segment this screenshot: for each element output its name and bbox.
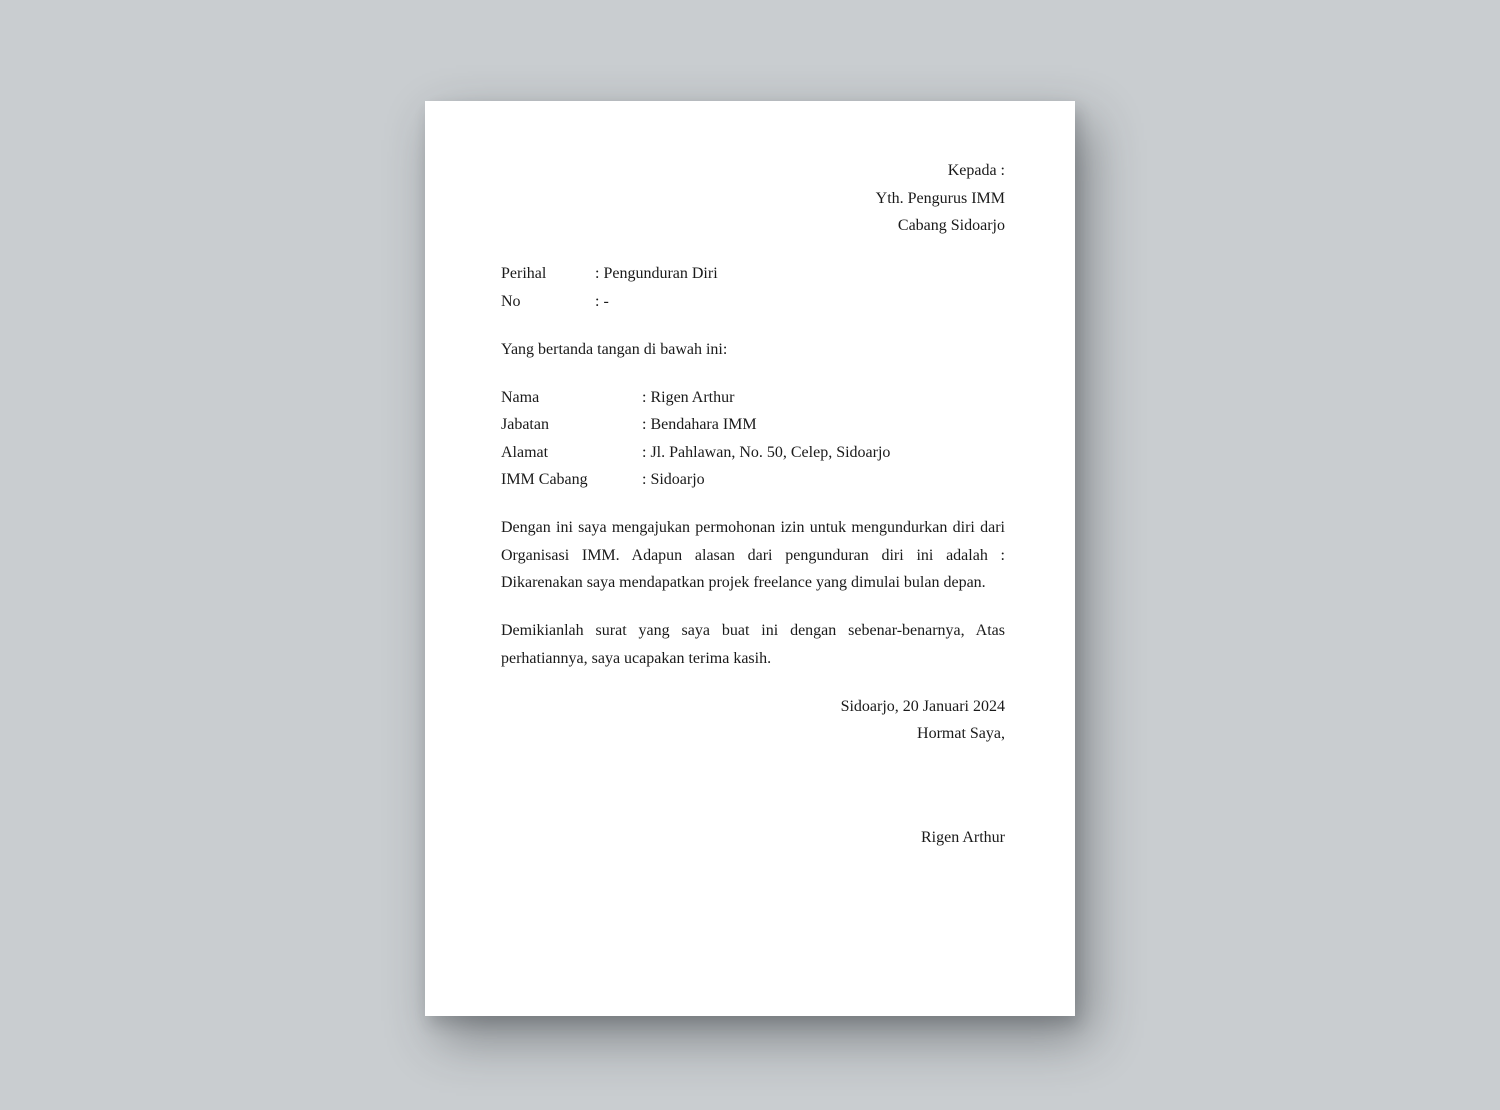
letter-page (425, 101, 1075, 1016)
meta-value: : - (595, 292, 609, 310)
identity-value: : Bendahara IMM (642, 416, 757, 433)
signatory-name: Rigen Arthur (921, 828, 1005, 846)
meta-label: Perihal (501, 265, 547, 282)
identity-label: Nama (501, 388, 540, 406)
identity-value: : Rigen Arthur (642, 388, 735, 406)
recipient-block (501, 157, 1005, 240)
recipient-line-2: Yth. Pengurus IMM (875, 189, 1005, 207)
identity-row-alamat (501, 439, 1005, 467)
salutation: Hormat Saya, (917, 725, 1005, 742)
meta-row-no (501, 288, 1005, 316)
intro-text: Yang bertanda tangan di bawah ini: (501, 340, 728, 358)
signature-block (501, 693, 1005, 852)
identity-value: : Sidoarjo (642, 471, 705, 488)
place-date: Sidoarjo, 20 Januari 2024 (840, 697, 1005, 715)
recipient-line-1: Kepada : (947, 162, 1005, 179)
meta-block (501, 260, 1005, 315)
identity-label: Alamat (501, 443, 549, 461)
meta-row-perihal (501, 260, 1005, 288)
identity-block (501, 384, 1005, 494)
meta-value: : Pengunduran Diri (595, 265, 718, 282)
recipient-line-3: Cabang Sidoarjo (897, 217, 1005, 234)
letter-content (501, 157, 1005, 851)
identity-value: : Jl. Pahlawan, No. 50, Celep, Sidoarjo (642, 443, 891, 461)
closing-paragraph: Demikianlah surat yang saya buat ini dengan sebenar-benarnya, Atas perhatiannya, saya ucapakan terima kasih. (501, 622, 1005, 667)
meta-label: No (501, 292, 521, 310)
identity-row-jabatan (501, 411, 1005, 439)
identity-row-nama (501, 384, 1005, 412)
identity-label: Jabatan (501, 416, 549, 433)
identity-row-cabang (501, 466, 1005, 494)
body-paragraph: Dengan ini saya mengajukan permohonan izin untuk mengundurkan diri dari Organisasi IMM. Adapun alasan dari pengunduran diri ini adalah : Dikarenakan saya mendapatkan projek freelance yang dimulai bulan depan. (501, 519, 1005, 591)
identity-label: IMM Cabang (501, 471, 588, 488)
